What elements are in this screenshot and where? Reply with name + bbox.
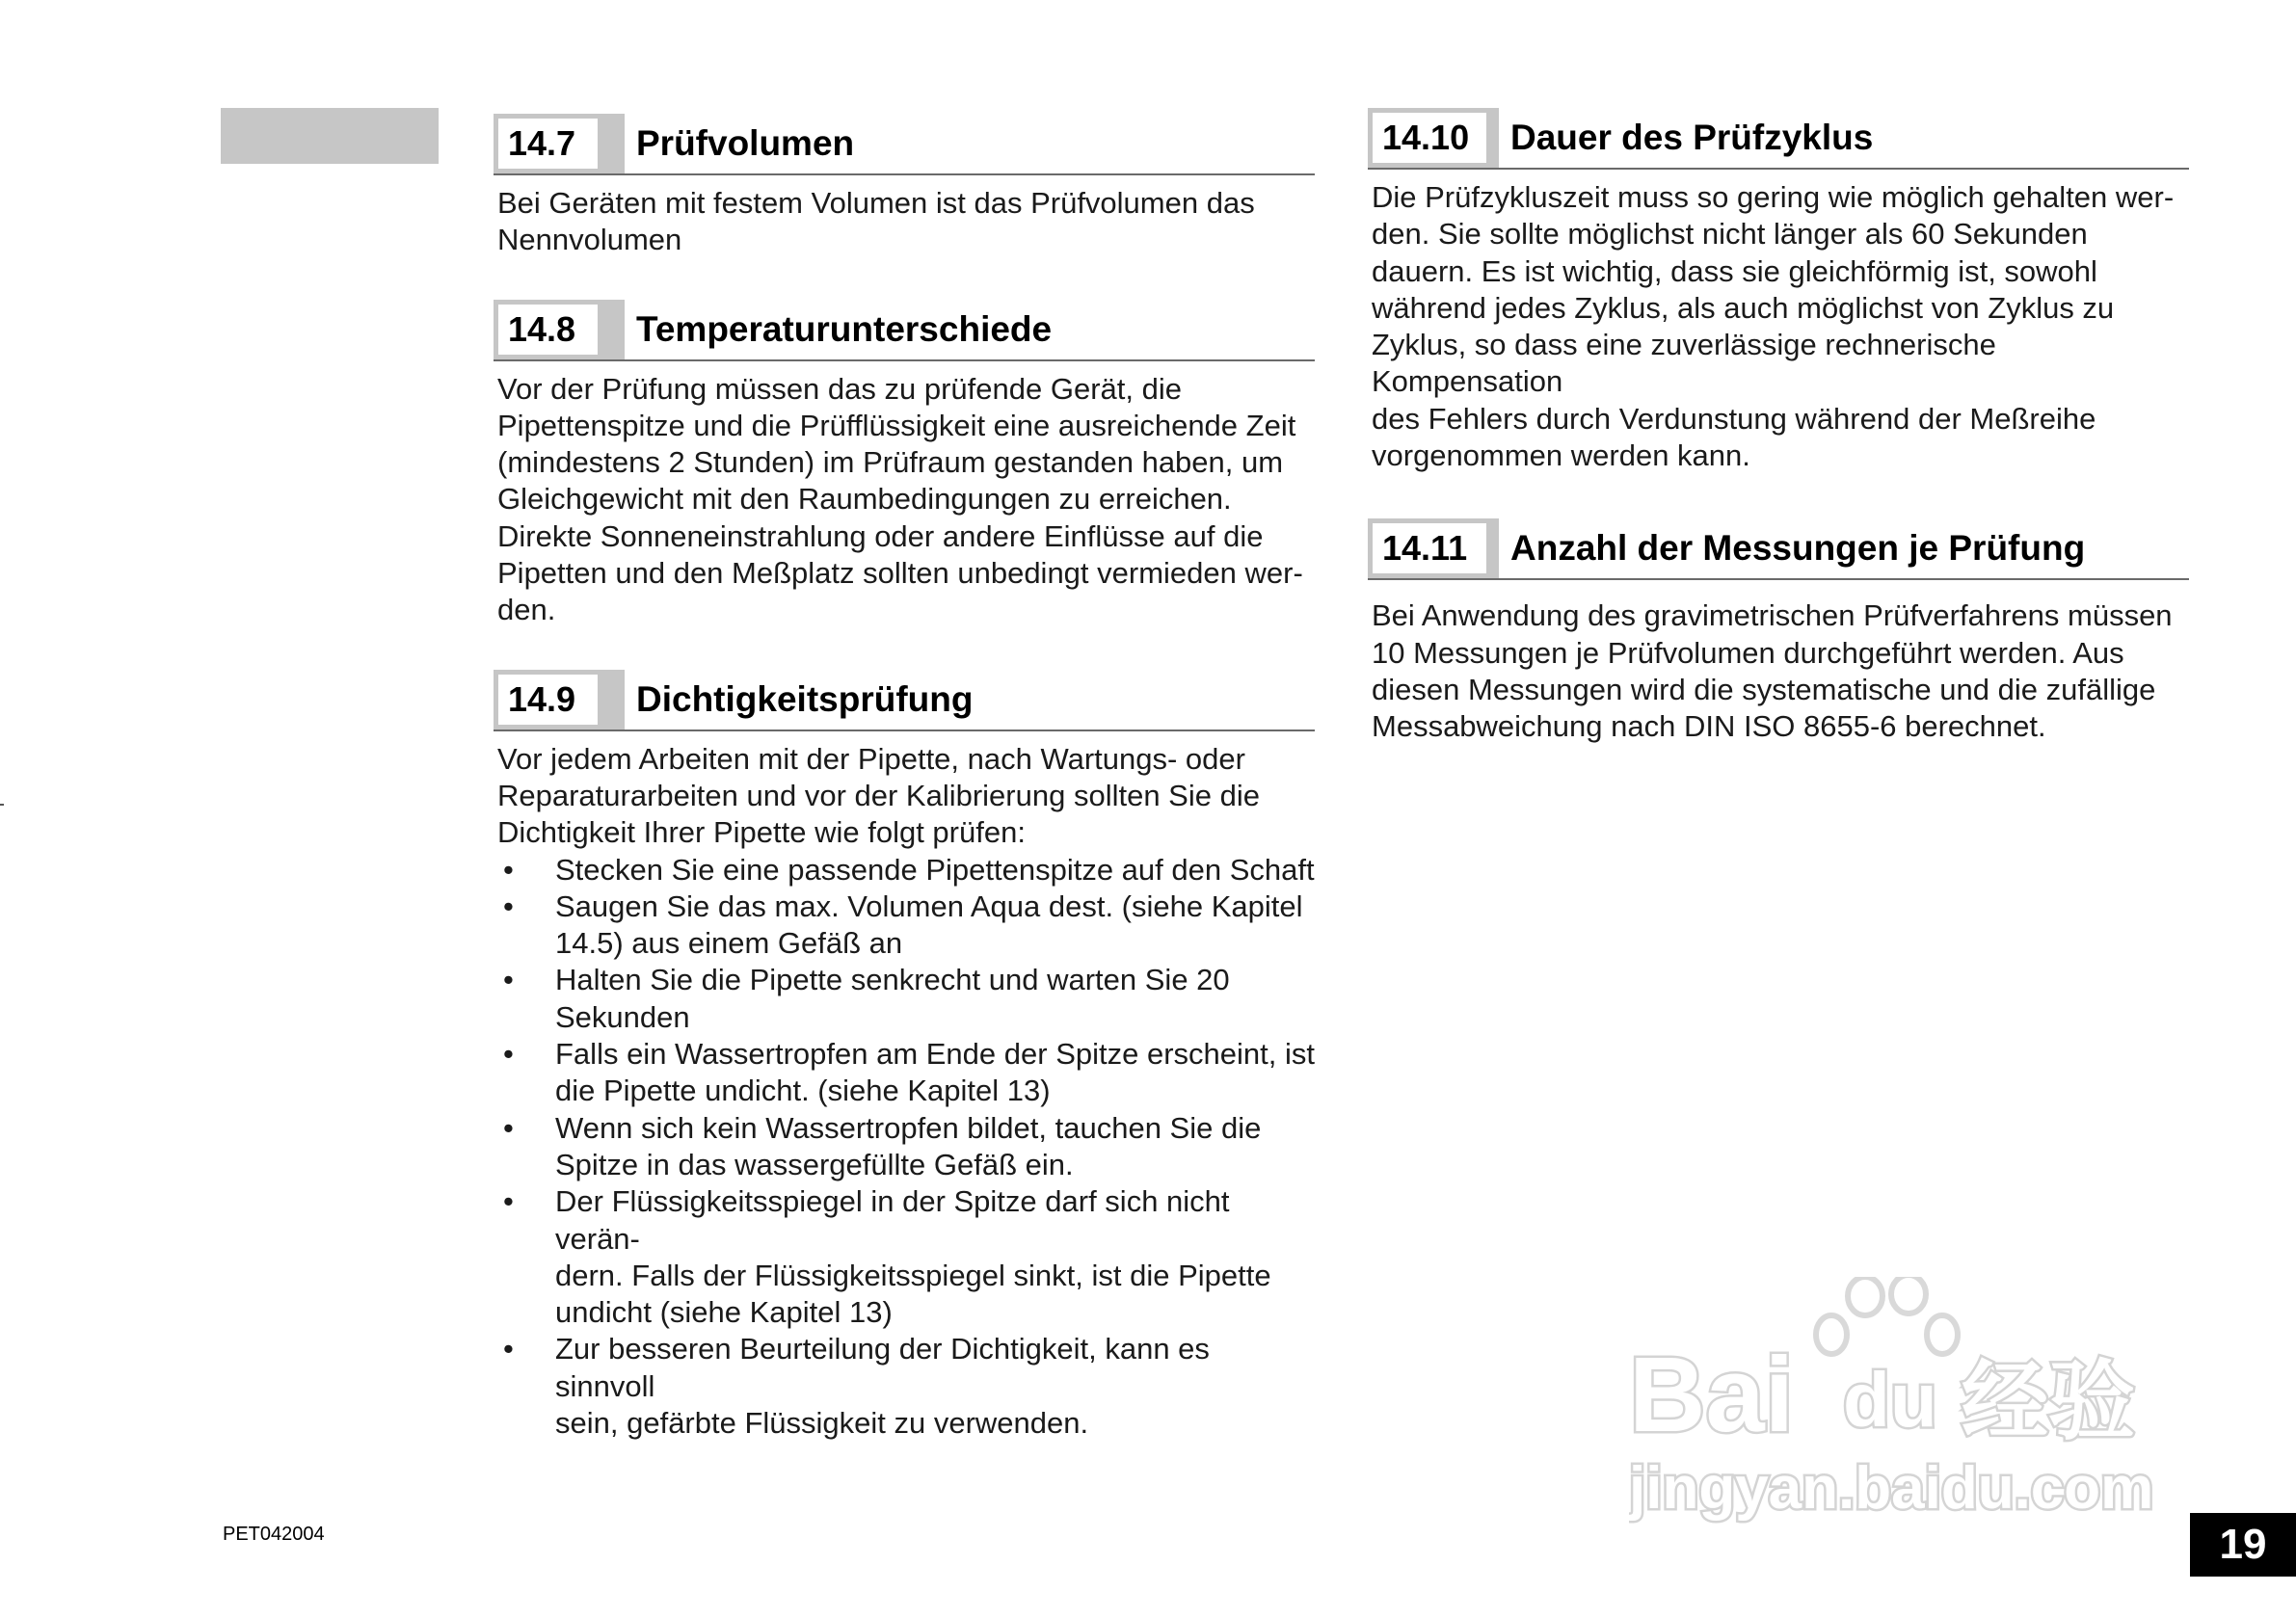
bullet-icon: •: [503, 963, 514, 997]
text-line: Pipetten und den Meßplatz sollten unbedingt vermieden wer-: [497, 556, 1303, 591]
watermark-brand-du: du: [1843, 1357, 1937, 1443]
text-line: Stecken Sie eine passende Pipettenspitze auf den Schaft: [555, 852, 1315, 887]
text-line: Wenn sich kein Wassertropfen bildet, tauchen Sie die: [555, 1110, 1262, 1145]
baidu-watermark: [1629, 1277, 2169, 1532]
bullet-icon: •: [503, 1037, 514, 1072]
section-heading: [494, 114, 1315, 175]
section-14-10: [1368, 108, 2189, 474]
bullet-list: [497, 852, 1315, 1443]
section-body: [494, 371, 1315, 629]
bullet-icon: •: [503, 1184, 514, 1219]
text-line: diesen Messungen wird die systematische und die zufällige: [1372, 672, 2156, 706]
bullet-icon: •: [503, 889, 514, 923]
watermark-url: jingyan.baidu.com: [1629, 1455, 2154, 1522]
section-number: 14.11: [1373, 523, 1486, 573]
section-number: 14.8: [498, 305, 598, 355]
text-line: sein, gefärbte Flüssigkeit zu verwenden.: [555, 1406, 1089, 1441]
text-line: den.: [497, 593, 556, 627]
text-line: Bei Geräten mit festem Volumen ist das Prüfvolumen das: [497, 186, 1255, 220]
text-line: dauern. Es ist wichtig, dass sie gleichförmig ist, sowohl: [1372, 253, 2097, 288]
section-number-box: [494, 114, 625, 173]
list-item: [497, 1183, 1315, 1331]
text-line: Pipettenspitze und die Prüfflüssigkeit eine ausreichende Zeit: [497, 408, 1296, 442]
text-line: Sekunden: [555, 999, 690, 1034]
text-line: 14.5) aus einem Gefäß an: [555, 926, 903, 961]
section-14-11: [1368, 518, 2189, 745]
bullet-icon: •: [503, 1332, 514, 1366]
text-line: Der Flüssigkeitsspiegel in der Spitze darf sich nicht verän-: [555, 1184, 1230, 1256]
section-number: 14.7: [498, 119, 598, 169]
section-title: Anzahl der Messungen je Prüfung: [1510, 528, 2086, 569]
section-title: Prüfvolumen: [636, 123, 855, 163]
paw-toe-icon: [1816, 1315, 1847, 1354]
list-item: [497, 1110, 1315, 1184]
bullet-icon: •: [503, 1110, 514, 1145]
text-line: Spitze in das wassergefüllte Gefäß ein.: [555, 1147, 1074, 1181]
text-line: Messabweichung nach DIN ISO 8655-6 berechnet.: [1372, 709, 2046, 744]
paw-toe-icon: [1927, 1315, 1958, 1354]
text-line: des Fehlers durch Verdunstung während der Meßreihe: [1372, 401, 2096, 436]
edge-mark: [0, 804, 4, 806]
section-14-8: [494, 300, 1315, 629]
text-line: (mindestens 2 Stunden) im Prüfraum gestanden haben, um: [497, 445, 1284, 480]
list-item: [497, 1036, 1315, 1110]
section-body: [494, 185, 1315, 259]
text-line: dern. Falls der Flüssigkeitsspiegel sinkt, ist die Pipette: [555, 1258, 1271, 1292]
text-line: vorgenommen werden kann.: [1372, 438, 1750, 473]
grey-margin-tab: [221, 108, 439, 164]
section-number: 14.10: [1373, 113, 1486, 163]
text-line: Saugen Sie das max. Volumen Aqua dest. (siehe Kapitel: [555, 889, 1303, 923]
text-line: den. Sie sollte möglichst nicht länger als 60 Sekunden: [1372, 217, 2088, 252]
list-item: [497, 889, 1315, 963]
section-heading: [1368, 108, 2189, 170]
text-line: Falls ein Wassertropfen am Ende der Spitze erscheint, ist: [555, 1037, 1315, 1072]
section-body: [1368, 179, 2189, 474]
section-title: Temperaturunterschiede: [636, 308, 1053, 349]
text-line: 10 Messungen je Prüfvolumen durchgeführt werden. Aus: [1372, 635, 2124, 670]
section-heading: [494, 300, 1315, 361]
text-line: Zur besseren Beurteilung der Dichtigkeit, kann es sinnvoll: [555, 1332, 1210, 1403]
paw-toe-icon: [1891, 1277, 1926, 1313]
section-body: [494, 741, 1315, 1443]
text-line: Vor jedem Arbeiten mit der Pipette, nach Wartungs- oder: [497, 741, 1245, 776]
page-number: 19: [2190, 1513, 2296, 1577]
text-line: Die Prüfzykluszeit muss so gering wie möglich gehalten wer-: [1372, 180, 2175, 214]
document-code: PET042004: [223, 1524, 325, 1545]
text-line: Dichtigkeit Ihrer Pipette wie folgt prüfen:: [497, 815, 1026, 850]
section-number-box: [1368, 518, 1499, 578]
paw-toe-icon: [1848, 1277, 1882, 1315]
left-column: [494, 114, 1315, 1482]
section-heading: [494, 670, 1315, 731]
watermark-brand: Bai: [1629, 1336, 1795, 1454]
list-item: [497, 1331, 1315, 1442]
section-14-9: [494, 670, 1315, 1443]
text-line: Gleichgewicht mit den Raumbedingungen zu erreichen.: [497, 482, 1232, 517]
section-body: [1368, 597, 2189, 745]
section-title: Dichtigkeitsprüfung: [636, 678, 974, 719]
text-line: Direkte Sonneneinstrahlung oder andere Einflüsse auf die: [497, 518, 1264, 553]
text-line: Nennvolumen: [497, 223, 682, 257]
text-line: während jedes Zyklus, als auch möglichst von Zyklus zu: [1372, 290, 2115, 325]
text-line: Halten Sie die Pipette senkrecht und warten Sie 20: [555, 963, 1230, 997]
section-14-7: [494, 114, 1315, 259]
text-line: Reparaturarbeiten und vor der Kalibrierung sollten Sie die: [497, 778, 1260, 812]
section-title: Dauer des Prüfzyklus: [1510, 118, 1874, 157]
bullet-icon: •: [503, 852, 514, 887]
text-line: undicht (siehe Kapitel 13): [555, 1295, 893, 1330]
list-item: [497, 962, 1315, 1036]
section-heading: [1368, 518, 2189, 580]
text-line: Bei Anwendung des gravimetrischen Prüfverfahrens müssen: [1372, 598, 2173, 633]
section-number-box: [494, 300, 625, 359]
watermark-cn: 经验: [1962, 1351, 2135, 1452]
text-line: die Pipette undicht. (siehe Kapitel 13): [555, 1074, 1051, 1108]
section-number-box: [494, 670, 625, 729]
section-number-box: [1368, 108, 1499, 168]
text-line: Zyklus, so dass eine zuverlässige rechnerische Kompensation: [1372, 328, 1996, 399]
list-item: [497, 852, 1315, 889]
right-column: [1368, 108, 2189, 786]
section-number: 14.9: [498, 675, 598, 725]
text-line: Vor der Prüfung müssen das zu prüfende Gerät, die: [497, 371, 1182, 406]
